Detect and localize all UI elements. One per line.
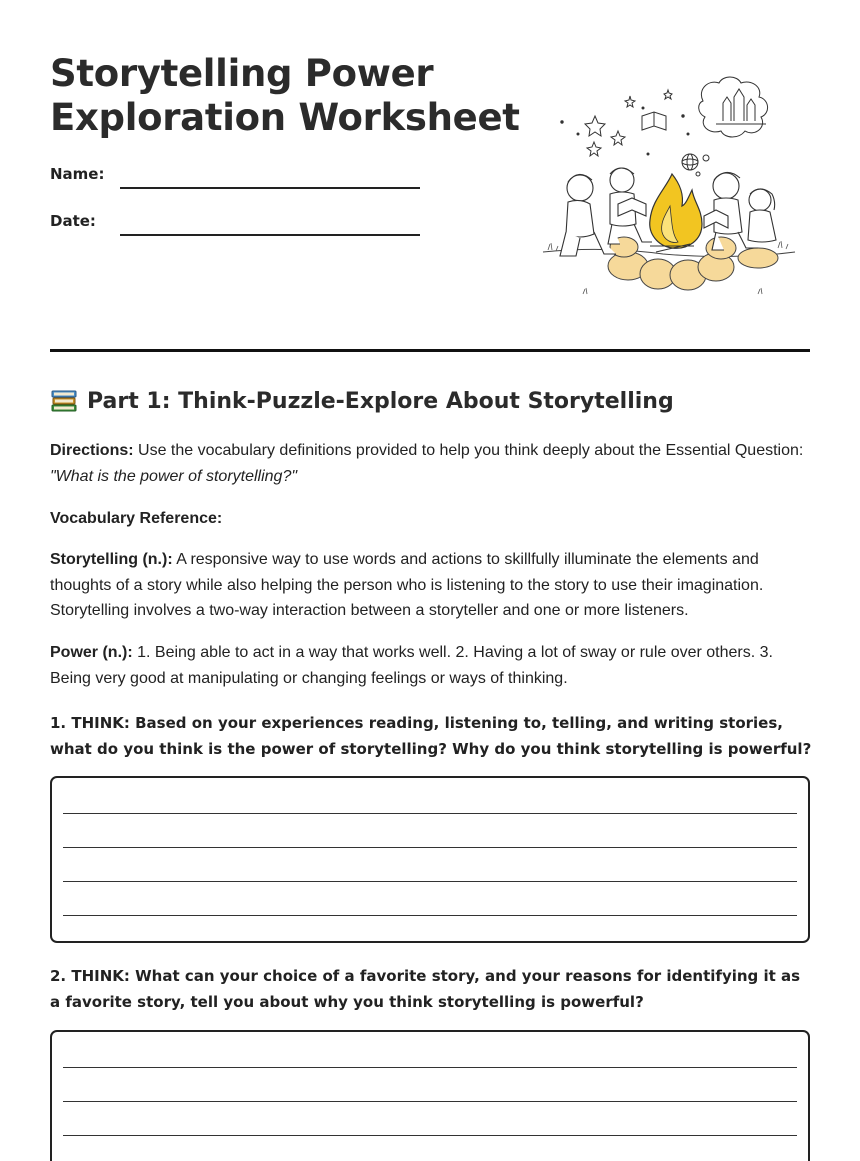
directions-text: Use the vocabulary definitions provided to help you think deeply about the Essential Question: xyxy=(133,442,804,459)
writing-line xyxy=(63,1067,797,1068)
writing-line xyxy=(63,1101,797,1102)
power-def-text: 1. Being able to act in a way that works well. 2. Having a lot of sway or rule over others. 3. Being very good at manipulating or changing feelings or ways of thinking. xyxy=(50,644,773,687)
power-term: Power (n.): xyxy=(50,644,133,661)
section-divider xyxy=(50,349,810,352)
writing-line xyxy=(63,847,797,848)
name-line[interactable] xyxy=(120,187,420,189)
part1-heading xyxy=(50,388,674,414)
campfire-storytelling-illustration xyxy=(538,76,800,298)
vocab-heading-block xyxy=(50,506,815,532)
writing-line xyxy=(63,915,797,916)
title-line-1: Storytelling Power xyxy=(50,52,434,95)
question-2: 2. THINK: What can your choice of a favorite story, and your reasons for identifying it as a favorite story, tell you about why you think storytelling is powerful? xyxy=(50,967,801,1011)
worksheet-title xyxy=(50,52,530,140)
date-label: Date: xyxy=(50,212,96,230)
directions-paragraph xyxy=(50,438,815,489)
storytelling-def-text: A responsive way to use words and actions to skillfully illuminate the elements and thoughts of a story while also helping the person who is listening to the story to use their imagination. Storytelling involves a two-way interaction between a storyteller and one or more listeners. xyxy=(50,551,764,619)
directions-label: Directions: xyxy=(50,442,134,459)
storytelling-definition xyxy=(50,547,815,624)
books-icon xyxy=(50,388,78,414)
name-field xyxy=(50,165,104,183)
power-definition xyxy=(50,640,815,691)
essential-question: "What is the power of storytelling?" xyxy=(50,467,298,485)
writing-line xyxy=(63,1135,797,1136)
title-line-2: Exploration Worksheet xyxy=(50,96,520,139)
date-field xyxy=(50,212,96,230)
date-line[interactable] xyxy=(120,234,420,236)
answer-box-2[interactable] xyxy=(50,1030,810,1161)
writing-line xyxy=(63,881,797,882)
answer-box-1[interactable] xyxy=(50,776,810,943)
name-label: Name: xyxy=(50,165,105,183)
storytelling-term: Storytelling (n.): xyxy=(50,551,173,568)
worksheet-header xyxy=(50,52,530,140)
vocab-heading: Vocabulary Reference: xyxy=(50,510,223,527)
writing-line xyxy=(63,813,797,814)
question-1: 1. THINK: Based on your experiences reading, listening to, telling, and writing stories, what do you think is the power of storytelling? Why do you think storytelling is powerful? xyxy=(50,714,812,758)
part1-title: Part 1: Think-Puzzle-Explore About Storytelling xyxy=(87,388,674,414)
